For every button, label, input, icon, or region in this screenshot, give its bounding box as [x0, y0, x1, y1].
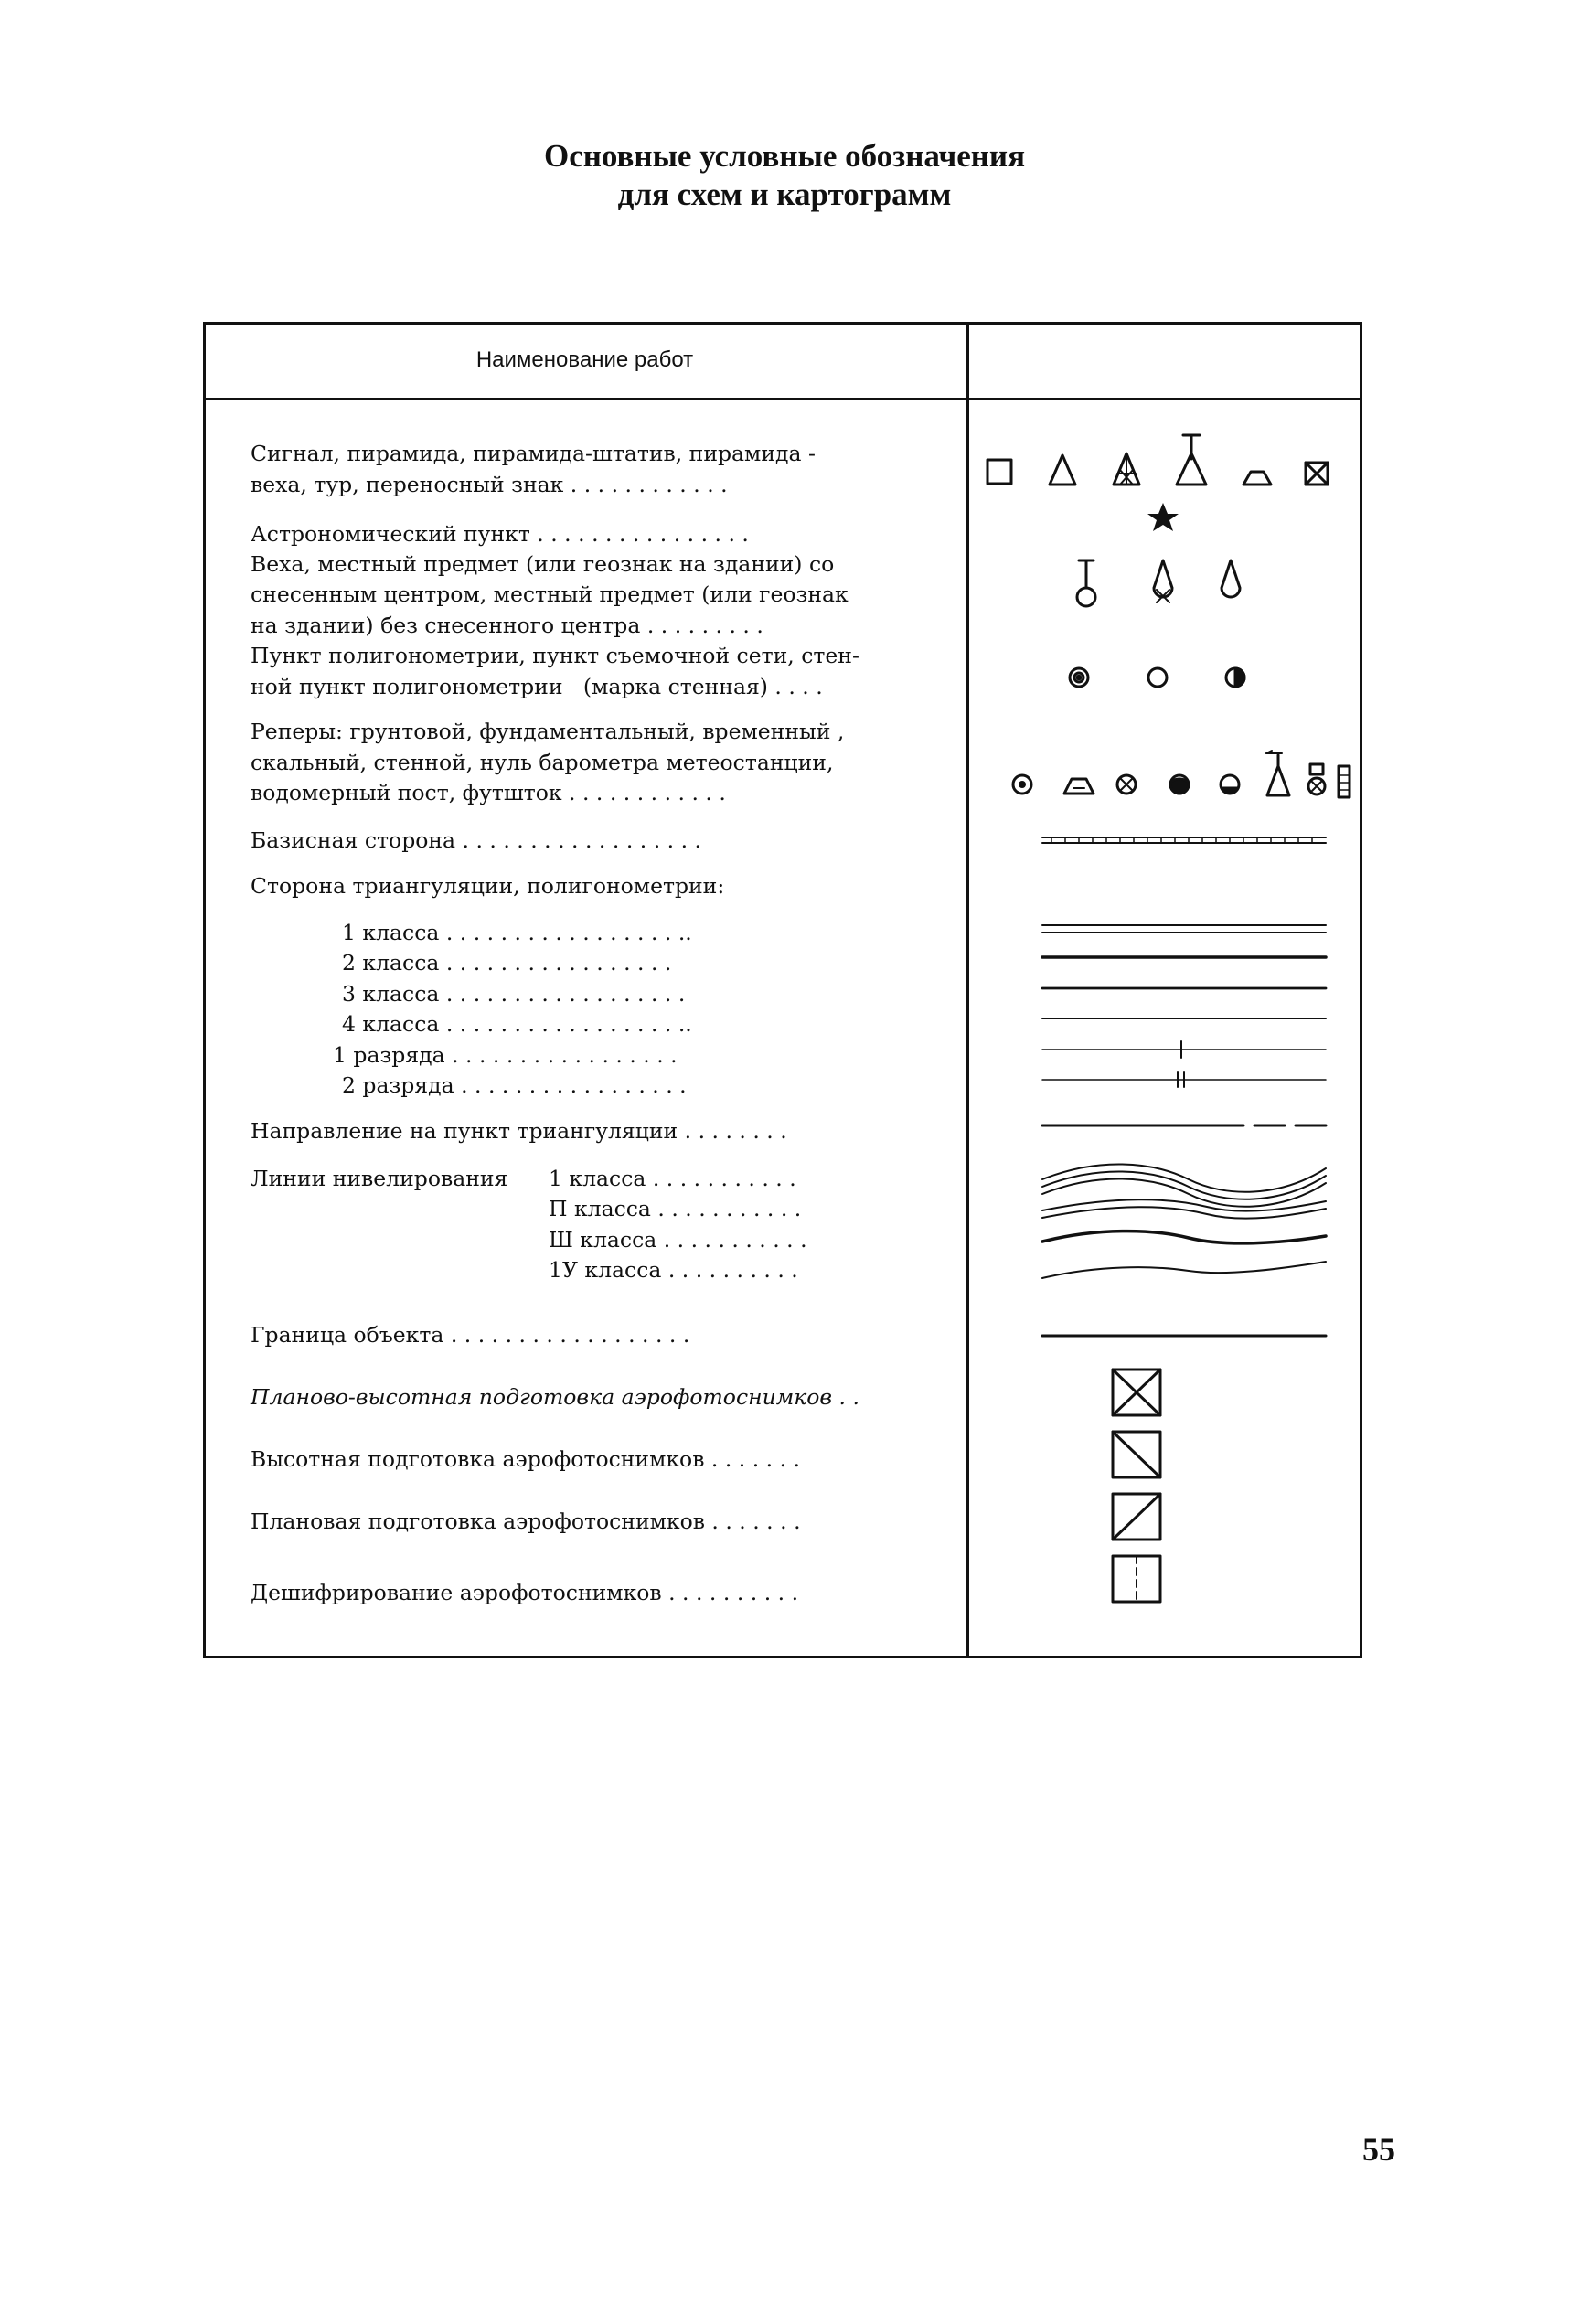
row-rank-2: 2 разряда . . . . . . . . . . . . . . . . . — [342, 1072, 687, 1098]
row-vekha-line3: на здании) без снесенного центра . . . . . . . . . — [251, 613, 763, 638]
pyramid-triangle-icon — [1050, 455, 1075, 485]
row-class-1: 1 класса . . . . . . . . . . . . . . . . . .. — [342, 920, 692, 945]
table-header-works: Наименование работ — [475, 346, 694, 372]
symbols-column — [969, 400, 1359, 1655]
plan-prep-icon — [1113, 1494, 1160, 1540]
row-direction: Направление на пункт триангуляции . . . . . . . . — [251, 1118, 787, 1144]
wall-mark-icon — [1226, 668, 1244, 687]
survey-network-point-icon — [1148, 668, 1167, 687]
row-height-prep: Высотная подготовка аэрофотоснимков . . . . . . . — [251, 1446, 801, 1472]
rank-1-line — [1042, 1041, 1326, 1058]
leveling-class-4-line — [1042, 1262, 1326, 1278]
row-poly-line1: Пункт полигонометрии, пункт съемочной сети, стен- — [251, 643, 859, 668]
tour-icon — [1243, 472, 1271, 485]
base-side-line — [1042, 837, 1326, 843]
plan-height-prep-icon — [1113, 1370, 1160, 1415]
star-icon — [1147, 503, 1179, 531]
futshtok-icon — [1339, 766, 1350, 797]
row-vekha-line1: Веха, местный предмет (или геознак на здании) со — [251, 551, 835, 577]
title-line-2: для схем и картограмм — [617, 176, 952, 212]
row-decoding: Дешифрирование аэрофотоснимков . . . . . . . . . . — [251, 1580, 799, 1605]
decoding-icon — [1113, 1556, 1160, 1602]
row-base-side: Базисная сторона . . . . . . . . . . . . . . . . . . — [251, 827, 701, 853]
signal-square-icon — [987, 460, 1011, 484]
pyramid-vekha-icon — [1177, 435, 1206, 485]
row-class-3: 3 класса . . . . . . . . . . . . . . . . . . — [342, 981, 686, 1007]
row-astro: Астрономический пункт . . . . . . . . . . . . . . . . — [251, 521, 749, 547]
barometer-zero-icon — [1266, 751, 1289, 795]
title-line-1: Основные условные обозначения — [543, 138, 1026, 174]
vekha-with-center-icon — [1077, 560, 1095, 606]
row-plan-prep: Плановая подготовка аэрофотоснимков . . . . . . . — [251, 1508, 801, 1534]
pyramid-tripod-icon — [1114, 453, 1139, 485]
row-leveling-4: 1У класса . . . . . . . . . . — [549, 1257, 798, 1283]
water-gauge-post-icon — [1308, 764, 1325, 794]
local-object-with-center-icon — [1154, 560, 1172, 602]
temporary-benchmark-icon — [1117, 775, 1136, 794]
class-1-line — [1042, 925, 1326, 933]
polygonometry-point-icon — [1070, 668, 1088, 687]
row-leveling-label: Линии нивелирования — [251, 1166, 508, 1191]
row-signal-line1: Сигнал, пирамида, пирамида-штатив, пирамида - — [251, 441, 816, 466]
row-leveling-3: Ш класса . . . . . . . . . . . — [549, 1227, 807, 1253]
row-triang-side: Сторона триангуляции, полигонометрии: — [251, 873, 725, 899]
row-leveling-2: П класса . . . . . . . . . . . — [549, 1196, 802, 1221]
portable-mark-icon — [1306, 463, 1328, 485]
wall-benchmark-icon — [1221, 775, 1239, 794]
row-class-4: 4 класса . . . . . . . . . . . . . . . . . .. — [342, 1011, 692, 1037]
row-reper-line3: водомерный пост, футшток . . . . . . . . . . . . — [251, 780, 726, 805]
rock-benchmark-icon — [1170, 775, 1189, 794]
height-prep-icon — [1113, 1432, 1160, 1477]
page-number: 55 — [1362, 2131, 1395, 2168]
ground-benchmark-icon — [1013, 775, 1031, 794]
fundamental-benchmark-icon — [1064, 779, 1094, 794]
row-vekha-line2: снесенным центром, местный предмет (или геознак — [251, 581, 849, 607]
row-leveling-1: 1 класса . . . . . . . . . . . — [549, 1166, 796, 1191]
page-title — [0, 137, 1569, 214]
row-poly-line2: ной пункт полигонометрии (марка стенная) . . . . — [251, 674, 823, 699]
row-plan-height-prep: Планово-высотная подготовка аэрофотоснимков . . — [251, 1384, 859, 1410]
row-class-2: 2 класса . . . . . . . . . . . . . . . . . — [342, 950, 672, 975]
leveling-class-3-line — [1042, 1231, 1326, 1243]
leveling-class-1-line — [1042, 1164, 1326, 1206]
row-object-border: Граница объекта . . . . . . . . . . . . . . . . . . — [251, 1322, 690, 1348]
row-reper-line2: скальный, стенной, нуль барометра метеостанции, — [251, 750, 834, 775]
row-reper-line1: Реперы: грунтовой, фундаментальный, временный , — [251, 719, 845, 744]
rank-2-line — [1042, 1072, 1326, 1087]
row-signal-line2: веха, тур, переносный знак . . . . . . . . . . . . — [251, 472, 728, 497]
row-rank-1: 1 разряда . . . . . . . . . . . . . . . . . — [333, 1042, 678, 1068]
local-object-without-center-icon — [1222, 560, 1240, 597]
